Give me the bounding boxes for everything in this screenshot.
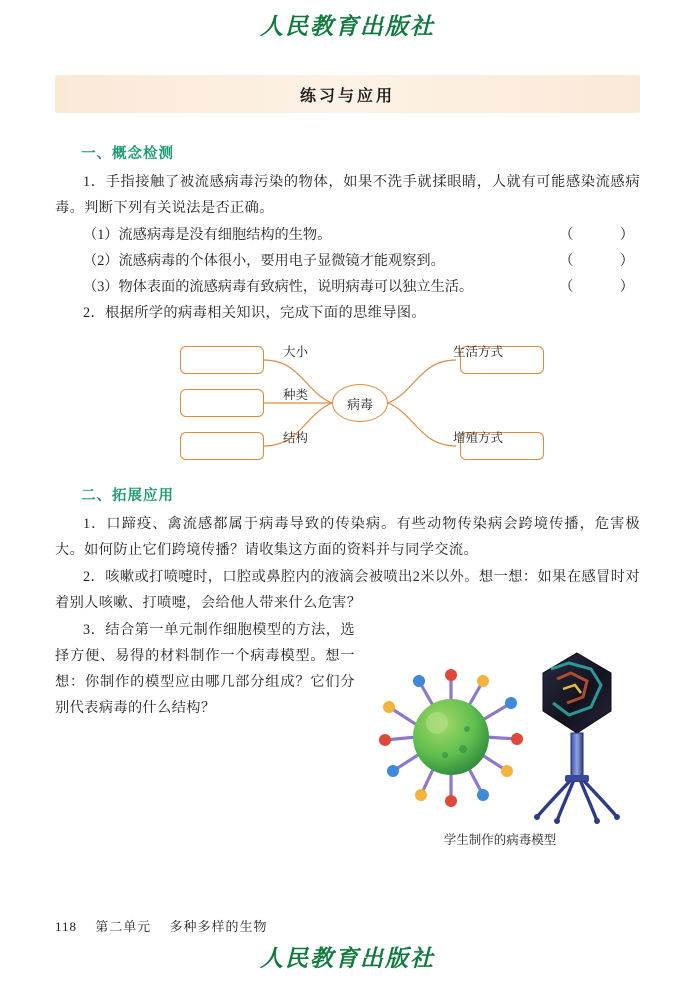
question-1-1-b: [55, 248, 640, 274]
page-title: 练习与应用: [299, 87, 395, 105]
footer-unit: 第二单元: [95, 919, 152, 934]
mindmap-left-box-2[interactable]: [180, 389, 264, 417]
section-heading-2: 二、拓展应用: [81, 488, 174, 504]
question-2-1: 1．口蹄疫、禽流感都属于病毒导致的传染病。有些动物传染病会跨境传播，危害极大。如何防止它们跨境传播？请收集这方面的资料并与同学交流。: [55, 516, 640, 558]
page-number: 118: [55, 919, 78, 934]
question-1-1-c: [55, 274, 640, 300]
question-1-1-c-text: （3）物体表面的流感病毒有致病性，说明病毒可以独立生活。: [83, 279, 474, 295]
virus-model-illustration: [355, 645, 645, 830]
mindmap-label-reproduction: 增殖方式: [453, 431, 504, 445]
section-title-band: [55, 75, 640, 113]
mindmap-label-lifestyle: 生活方式: [453, 345, 504, 359]
section-heading-1: 一、概念检测: [81, 146, 174, 162]
mindmap-center-node: 病毒: [332, 384, 388, 422]
mindmap-left-box-1[interactable]: [180, 346, 264, 374]
question-1-1-a: [55, 222, 640, 248]
mindmap-left-box-3[interactable]: [180, 432, 264, 460]
page-content: [55, 130, 640, 722]
question-2-3: 3．结合第一单元制作细胞模型的方法，选择方便、易得的材料制作一个病毒模型。想一想：你制作的模型应由哪几部分组成？它们分别代表病毒的什么结构？: [55, 622, 355, 716]
footer-unit-title: 多种多样的生物: [169, 919, 268, 934]
mindmap-label-type: 种类: [283, 388, 309, 402]
publisher-mark-bottom: 人民教育出版社: [260, 946, 435, 971]
answer-blank-3[interactable]: （ ）: [559, 279, 640, 295]
bacteriophage-model: [534, 653, 620, 824]
answer-blank-2[interactable]: （ ）: [559, 253, 640, 269]
question-2-2: 2．咳嗽或打喷嚏时，口腔或鼻腔内的液滴会被喷出2米以外。想一想：如果在感冒时对着别人咳嗽、打喷嚏，会给他人带来什么危害？: [55, 569, 640, 611]
page-footer: [55, 916, 268, 935]
mindmap-diagram: [55, 332, 640, 472]
publisher-mark-top: 人民教育出版社: [260, 14, 435, 39]
question-1-1: 1．手指接触了被流感病毒污染的物体，如果不洗手就揉眼睛，人就有可能感染流感病毒。判断下列有关说法是否正确。: [55, 174, 640, 216]
mindmap-label-structure: 结构: [283, 431, 309, 445]
spiky-virus-model: [379, 669, 523, 807]
figure-virus-models: [355, 645, 645, 860]
question-1-2: 2．根据所学的病毒相关知识，完成下面的思维导图。: [83, 305, 427, 321]
figure-caption: 学生制作的病毒模型: [443, 833, 557, 847]
question-1-1-a-text: （1）流感病毒是没有细胞结构的生物。: [83, 227, 332, 243]
mindmap-label-size: 大小: [283, 345, 309, 359]
answer-blank-1[interactable]: （ ）: [559, 227, 640, 243]
question-1-1-b-text: （2）流感病毒的个体很小，要用电子显微镜才能观察到。: [83, 253, 445, 269]
